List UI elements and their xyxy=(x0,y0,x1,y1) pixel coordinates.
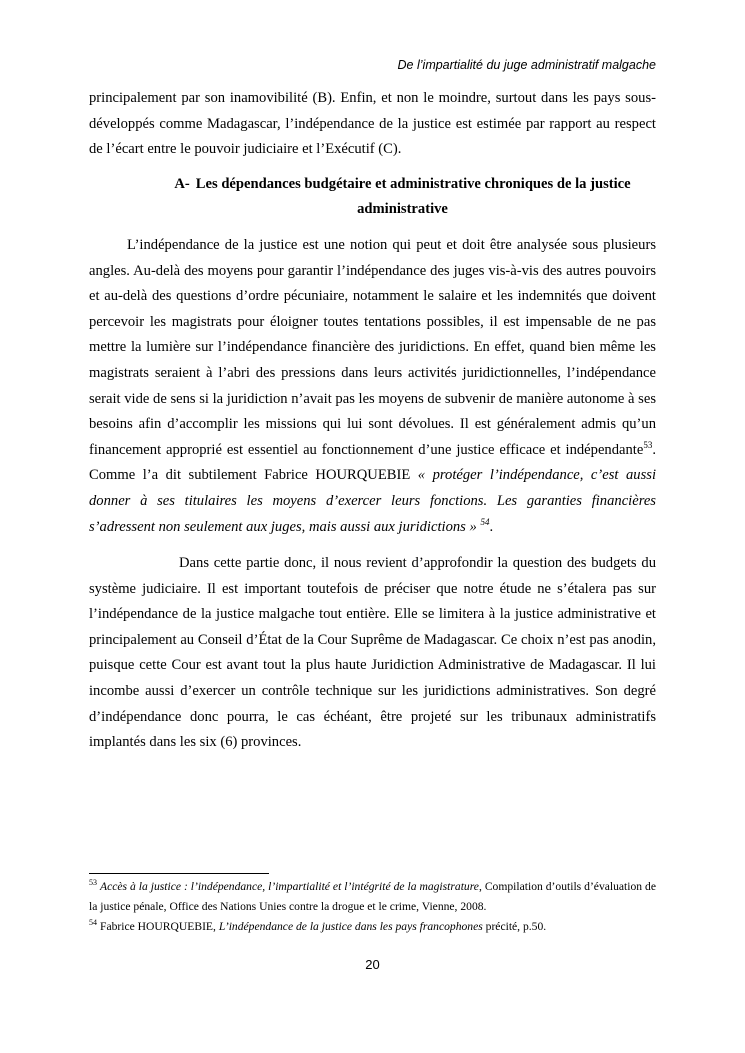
footnote-54 xyxy=(89,917,656,937)
paragraph-independence xyxy=(89,233,656,540)
footnote-53 xyxy=(89,877,656,917)
hourquebie-quote: « protéger l’indépendance, c’est aussi donner à ses titulaires les moyens d’exercer leurs fonctions. Les garanties financières s’adressent non seulement aux juges, mais aussi aux juridictions » xyxy=(89,467,656,535)
footnote-rest: , Compilation d’outils d’évaluation de la justice pénale, Office des Nations Unies contre la drogue et le crime, Vienne, 2008. xyxy=(89,880,656,913)
body-text xyxy=(89,86,656,756)
section-title: Les dépendances budgétaire et administrative chroniques de la justice administrative xyxy=(195,175,631,218)
running-header: De l’impartialité du juge administratif malgache xyxy=(397,58,656,72)
paragraph-intro: principalement par son inamovibilité (B). Enfin, et non le moindre, surtout dans les pays sous-développés comme Madagascar, l’indépendance de la justice est estimée par rapport au respect de l’écart entre le pouvoir judiciaire et l’Exécutif (C). xyxy=(89,90,656,158)
footnote-number: 54 xyxy=(89,918,97,928)
footnote-ref-54[interactable]: 54 xyxy=(480,516,490,527)
footnote-separator xyxy=(89,873,269,874)
footnote-number: 53 xyxy=(89,878,97,888)
footnote-lead: Fabrice HOURQUEBIE, xyxy=(100,920,219,933)
section-letter: A- xyxy=(174,175,190,192)
paragraph-text-continued: . Comme l’a dit subtilement Fabrice HOURQUEBIE xyxy=(89,441,656,484)
page-number: 20 xyxy=(365,957,380,972)
paragraph-text: L’indépendance de la justice est une notion qui peut et doit être analysée sous plusieurs angles. Au-delà des moyens pour garantir l’indépendance des juges vis-à-vis des autres pouvoirs et au-delà des questions d’ordre pécuniaire, notamment le salaire et les indemnités que doivent percevoir les magistrats pour éloigner toutes tentations possibles, il est impensable de ne pas mettre la lumière sur l’indépendance financière des juridictions. En effet, quand bien même les magistrats seraient à l’abri des pressions dans leurs activités juridictionnelles, l’indépendance serait vide de sens si la juridiction n’avait pas les moyens de subvenir de manière autonome à ses besoins afin d’accomplir les missions qui lui sont dévolues. Il est généralement admis qu’un financement approprié est essentiel au fonctionnement d’une justice efficace et indépendante xyxy=(89,236,656,458)
footnote-title: L’indépendance de la justice dans les pays francophones xyxy=(218,920,483,933)
section-heading xyxy=(89,172,656,223)
footnote-rest: précité, p.50. xyxy=(482,920,547,933)
footnote-ref-53[interactable]: 53 xyxy=(643,439,653,450)
paragraph-end: . xyxy=(489,518,494,535)
footnote-title: Accès à la justice : l’indépendance, l’impartialité et l’intégrité de la magistrature xyxy=(100,880,479,893)
footnotes xyxy=(89,877,656,937)
paragraph-scope: Dans cette partie donc, il nous revient d’approfondir la question des budgets du système judiciaire. Il est important toutefois de préciser que notre étude ne s’étalera pas sur l’indépendance de la justice malgache tout entière. Elle se limitera à la justice administrative et principalement au Conseil d’État de la Cour Suprême de Madagascar. Ce choix n’est pas anodin, puisque cette Cour est avant tout la plus haute Juridiction Administrative de Madagascar. Il lui incombe aussi d’exercer un contrôle technique sur les juridictions administratives. Son degré d’indépendance donc pourra, le cas échéant, être projeté sur les tribunaux administratifs implantés dans les six (6) provinces. xyxy=(89,555,656,751)
